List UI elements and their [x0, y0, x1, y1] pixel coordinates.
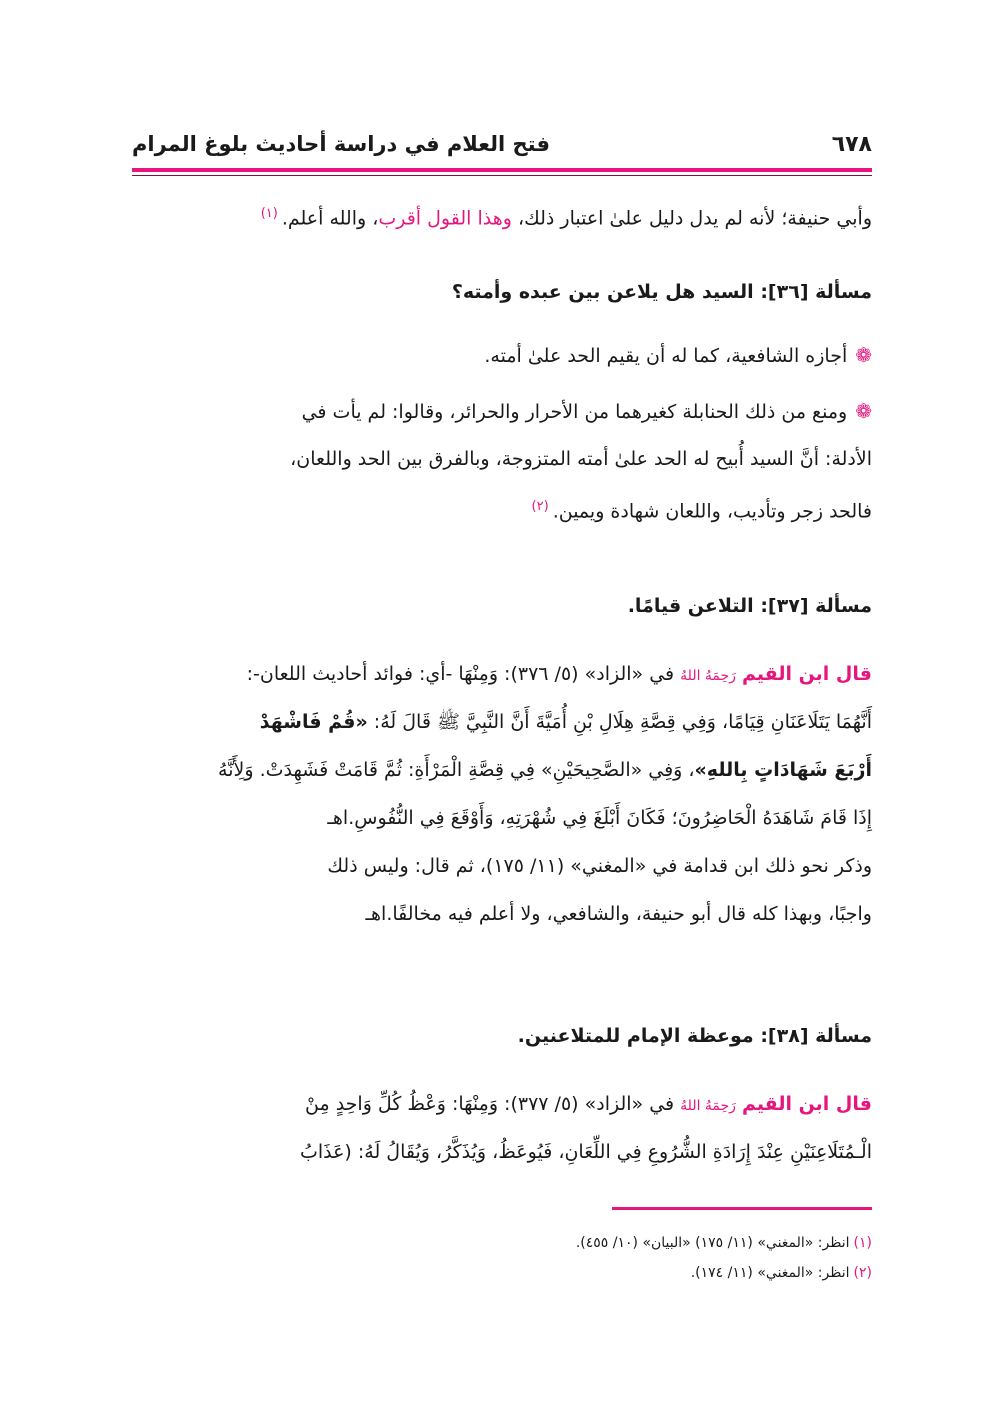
paragraph-line: وذكر نحو ذلك ابن قدامة في «المغني» (١١/ ١٧٥)، ثم قال: وليس ذلك	[327, 855, 872, 877]
footnote-rule	[612, 1207, 872, 1210]
quotation-block	[132, 1080, 872, 1176]
text-run: أَنَّهُمَا يَتَلَاعَنَانِ قِيَامًا، وَفِي قِصَّةِ هِلَالِ بْنِ أُمَيَّةَ أَنَّ النَّبِيَّ ﷺ قَالَ لَهُ:	[367, 711, 872, 733]
heading-title: موعظة الإمام للمتلاعنين.	[517, 1025, 754, 1047]
text-run: ، والله أعلم.	[281, 207, 379, 230]
bullet-list	[132, 331, 872, 531]
text-run: في «الزاد» (٥/ ٣٧٧): وَمِنْهَا: وَعْظُ كُلِّ وَاحِدٍ مِنْ	[305, 1093, 675, 1115]
footnote	[132, 1228, 872, 1258]
bullet-item	[132, 387, 872, 435]
text-run: وأبي حنيفة؛ لأنه لم يدل دليل علىٰ اعتبار ذلك،	[511, 207, 872, 230]
bullet-text: ومنع من ذلك الحنابلة كغيرهما من الأحرار والحرائر، وقالوا: لم يأت في	[301, 401, 848, 423]
footnotes	[132, 1228, 872, 1288]
paragraph-line: واجبًا، وبهذا كله قال أبو حنيفة، والشافعي، ولا أعلم فيه مخالفًا.اهـ	[365, 903, 872, 925]
bullet-item	[132, 331, 872, 379]
quoted-author: قال ابن القيم	[741, 1093, 872, 1115]
paragraph-line: إِذَا قَامَ شَاهَدَهُ الْحَاضِرُونَ؛ فَكَانَ أَبْلَغَ فِي شُهْرَتِهِ، وَأَوْقَعَ فِي النُّفُوسِ.اهـ	[327, 807, 872, 829]
footnote-number: (٢)	[853, 1265, 872, 1281]
heading-label: مسألة [٣٧]:	[760, 595, 872, 617]
header-rule	[132, 168, 872, 172]
footnote-ref[interactable]: (٢)	[531, 499, 549, 514]
paragraph-line: الْـمُتَلَاعِنَيْنِ عِنْدَ إِرَادَةِ الشُّرُوعِ فِي اللِّعَانِ، فَيُوعَظُ، وَيُذَكَّرُ، وَيُقَالُ لَهُ: (عَذَابُ	[299, 1141, 872, 1163]
footnote-text: انظر: «المغني» (١١/ ١٧٥) «البيان» (١٠/ ٤٥٥).	[575, 1235, 850, 1251]
honorific: رَحِمَهُ اللهُ	[680, 1098, 736, 1114]
footnote-text: انظر: «المغني» (١١/ ١٧٤).	[690, 1265, 850, 1281]
paragraph-line	[132, 746, 872, 794]
section-heading	[132, 272, 872, 312]
page-number: ٦٧٨	[831, 132, 872, 157]
text-run: ، وَفِي «الصَّحِيحَيْنِ» فِي قِصَّةِ الْمَرْأَةِ: ثُمَّ قَامَتْ فَشَهِدَتْ. وَلِأَنَّهُ	[218, 759, 695, 781]
text-run: في «الزاد» (٥/ ٣٧٦): وَمِنْهَا -أي: فوائد أحاديث اللعان-:	[246, 663, 675, 685]
honorific: رَحِمَهُ اللهُ	[680, 668, 736, 684]
section-heading	[132, 1016, 872, 1056]
book-title: فتح العلام في دراسة أحاديث بلوغ المرام	[132, 132, 550, 156]
flower-ornament-icon: ❁	[855, 343, 872, 367]
preferred-opinion: وهذا القول أقرب	[378, 207, 512, 230]
running-head	[132, 128, 872, 168]
text-run: فالحد زجر وتأديب، واللعان شهادة ويمين.	[552, 500, 872, 523]
quotation-block	[132, 650, 872, 938]
heading-label: مسألة [٣٨]:	[760, 1025, 872, 1047]
paragraph-line: الأدلة: أنَّ السيد أُبيح له الحد علىٰ أمته المتزوجة، وبالفرق بين الحد واللعان،	[290, 448, 872, 470]
section-heading	[132, 586, 872, 626]
footnote	[132, 1258, 872, 1288]
heading-title: السيد هل يلاعن بين عبده وأمته؟	[451, 281, 754, 303]
flower-ornament-icon: ❁	[855, 399, 872, 423]
footnote-number: (١)	[853, 1235, 872, 1251]
quoted-author: قال ابن القيم	[741, 663, 872, 685]
paragraph-line	[132, 1080, 872, 1128]
paragraph-line	[132, 190, 872, 238]
continuation-paragraph	[132, 190, 872, 238]
paragraph-line	[132, 483, 872, 531]
header-rule-thin	[132, 175, 872, 176]
hadith-quote: أَرْبَعَ شَهَادَاتٍ بِاللهِ»	[694, 759, 872, 781]
paragraph-line	[132, 698, 872, 746]
heading-label: مسألة [٣٦]:	[760, 281, 872, 303]
bullet-text: أجازه الشافعية، كما له أن يقيم الحد علىٰ أمته.	[484, 345, 848, 367]
paragraph-line	[132, 650, 872, 698]
hadith-quote: «قُمْ فَاشْهَدْ	[259, 711, 368, 733]
footnote-ref[interactable]: (١)	[260, 206, 278, 221]
heading-title: التلاعن قيامًا.	[627, 595, 754, 617]
